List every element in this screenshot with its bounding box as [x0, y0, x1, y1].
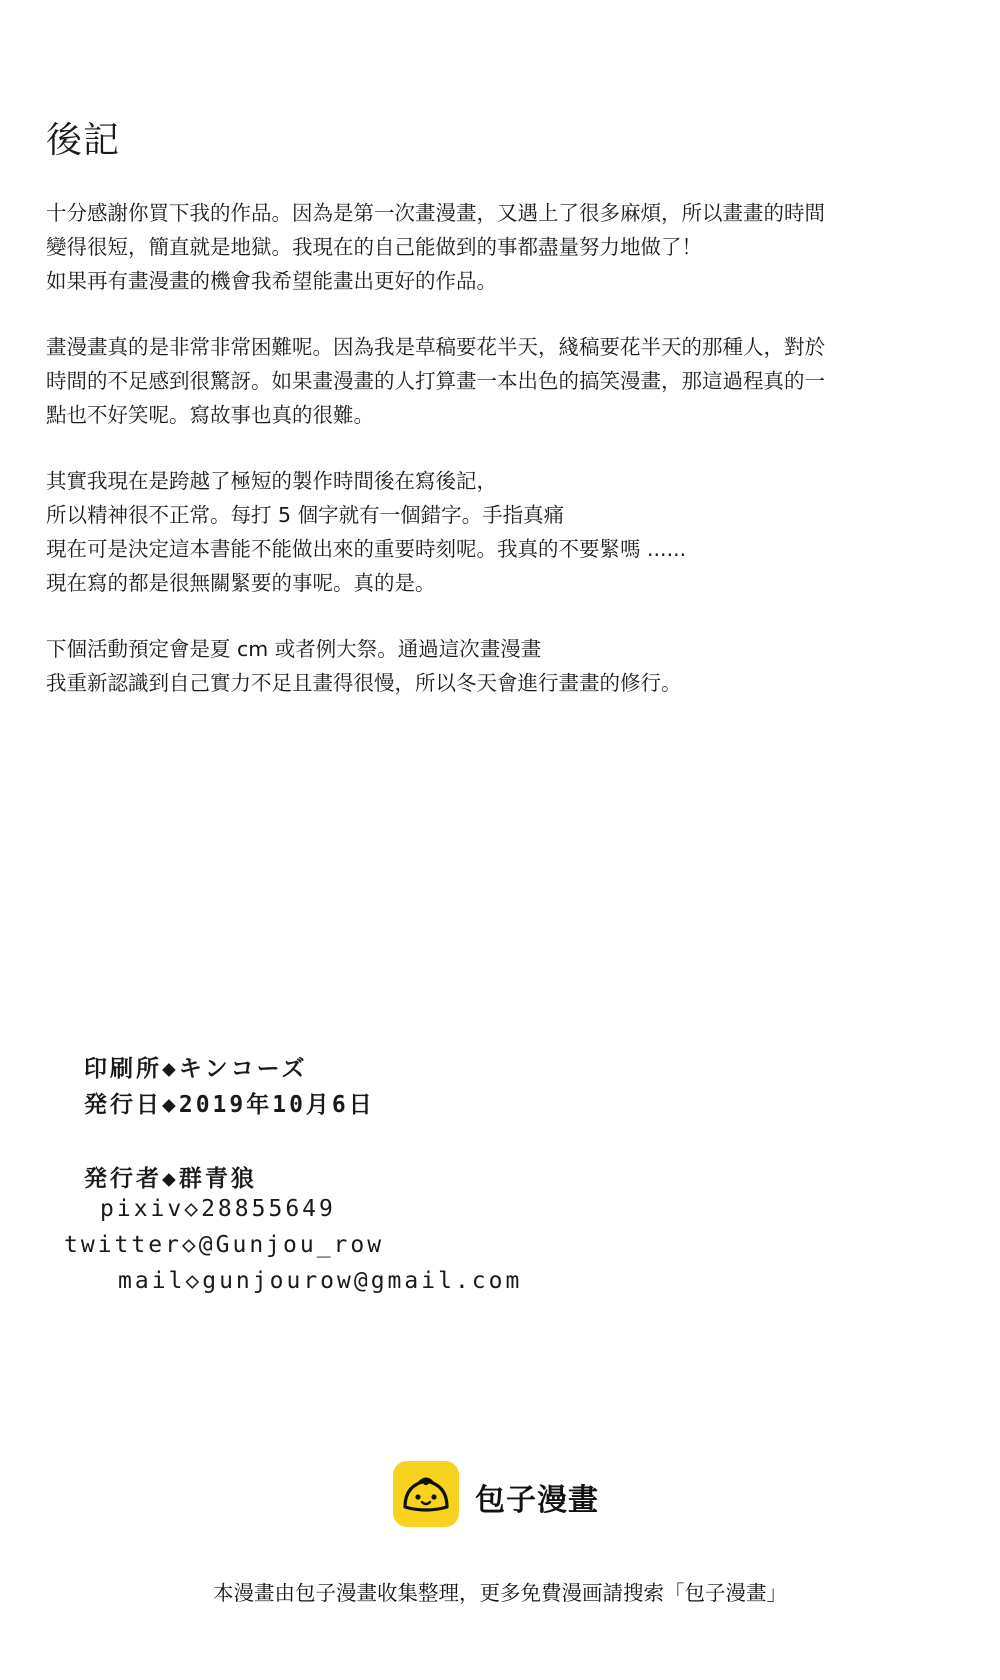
text-line: 變得很短，簡直就是地獄。我現在的自己能做到的事都盡量努力地做了！: [46, 235, 702, 259]
text-line: 如果再有畫漫畫的機會我希望能畫出更好的作品。: [46, 269, 497, 293]
publish-date-line: 発行日◆2019年10月6日: [84, 1092, 375, 1118]
text-line: 時間的不足感到很驚訝。如果畫漫畫的人打算畫一本出色的搞笑漫畫，那這過程真的一: [46, 369, 825, 393]
paragraph: [46, 632, 956, 700]
text-line: 畫漫畫真的是非常非常困難呢。因為我是草稿要花半天，綫稿要花半天的那種人，對於: [46, 335, 825, 359]
text-line: 現在寫的都是很無關緊要的事呢。真的是。: [46, 571, 436, 595]
bun-face-graphic: [393, 1461, 459, 1527]
text-line: 點也不好笑呢。寫故事也真的很難。: [46, 403, 374, 427]
text-line: 十分感謝你買下我的作品。因為是第一次畫漫畫，又遇上了很多麻煩，所以畫畫的時間: [46, 201, 825, 225]
paragraph: [46, 330, 956, 432]
text-line: 其實我現在是跨越了極短的製作時間後在寫後記，: [46, 469, 497, 493]
twitter-line: twitter◇@Gunjou_row: [64, 1232, 385, 1258]
publisher-line: 発行者◆群青狼: [84, 1166, 257, 1192]
text-line: 我重新認識到自己實力不足且畫得很慢，所以冬天會進行畫畫的修行。: [46, 671, 682, 695]
afterword-body: [46, 196, 956, 732]
mail-line: mail◇gunjourow@gmail.com: [118, 1268, 523, 1294]
bun-face-icon: [393, 1461, 459, 1527]
footer-note: 本漫畫由包子漫畫收集整理，更多免費漫画請搜索「包子漫畫」: [213, 1581, 787, 1605]
pixiv-line: pixiv◇28855649: [100, 1196, 336, 1222]
text-line: 下個活動預定會是夏 cm 或者例大祭。通過這次畫漫畫: [46, 637, 542, 661]
text-line: 所以精神很不正常。每打 5 個字就有一個錯字。手指真痛: [46, 503, 565, 527]
paragraph: [46, 464, 956, 600]
text-line: 現在可是決定這本書能不能做出來的重要時刻呢。我真的不要緊嗎 ......: [46, 537, 687, 561]
brand-name: 包子漫畫: [475, 1483, 599, 1518]
page-title: 後記: [46, 120, 121, 161]
paragraph: [46, 196, 956, 298]
printer-line: 印刷所◆キンコーズ: [84, 1056, 308, 1082]
